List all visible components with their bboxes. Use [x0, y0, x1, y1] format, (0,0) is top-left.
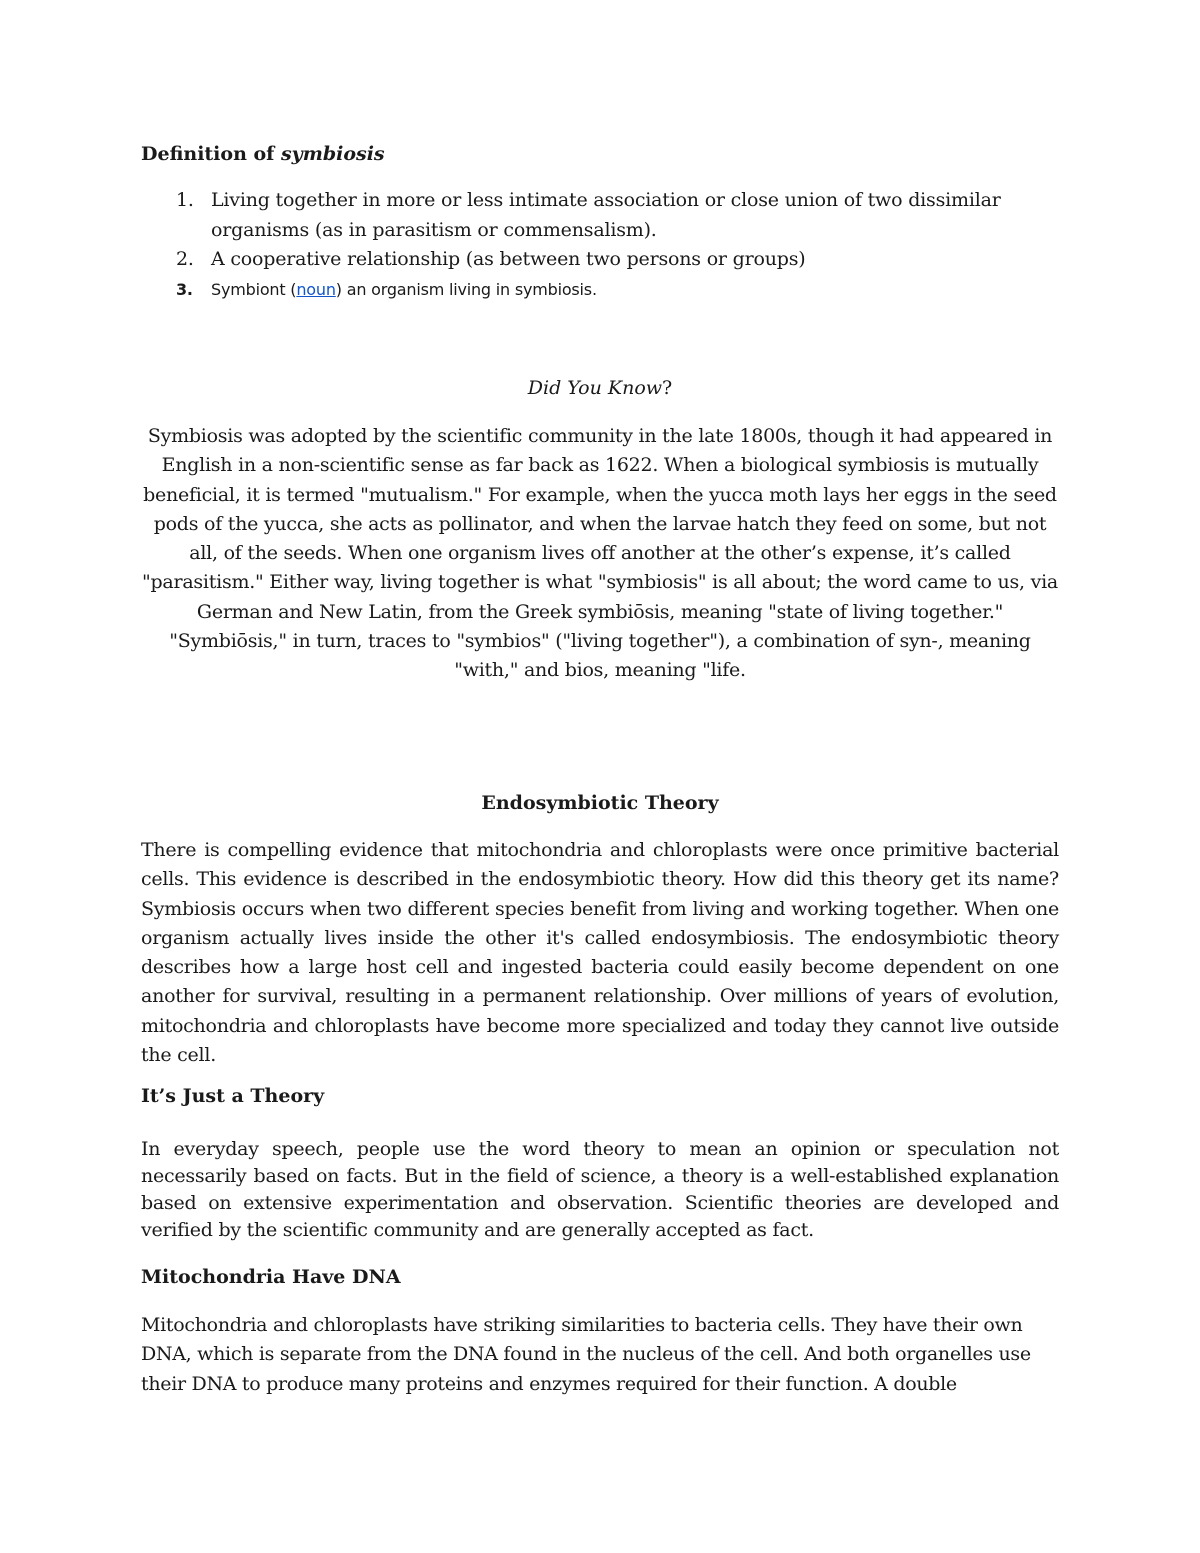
definition-item-number: 2.	[176, 248, 194, 270]
endosymbiotic-title: Endosymbiotic Theory	[481, 792, 719, 814]
definition-item-suffix: ) an organism living in symbiosis.	[335, 279, 597, 299]
did-you-know-qmark: ?	[662, 377, 673, 399]
did-you-know-body: Symbiosis was adopted by the scientific community in the late 1800s, though it had appeared in English in a non-scientific sense as far back as 1622. When a biological symbiosis is mutually beneficial, it is termed "mutualism." For example, when the yucca moth lays her eggs in the seed pods of the yucca, she acts as pollinator, and when the larvae hatch they feed on some, but not all, of the seeds. When one organism lives off another at the other’s expense, it’s called "parasitism." Either way, living together is what "symbiosis" is all about; the word came to us, via German and New Latin, from the Greek symbiōsis, meaning "state of living together." "Symbiōsis," in turn, traces to "symbios" ("living together"), a combination of syn-, meaning "with," and bios, meaning "life.	[142, 425, 1058, 682]
definition-heading-term: symbiosis	[280, 143, 385, 165]
noun-link[interactable]: noun	[296, 279, 336, 299]
definition-list	[141, 186, 1071, 304]
mito-dna-body: Mitochondria and chloroplasts have striking similarities to bacteria cells. They have their own DNA, which is separate from the DNA found in the nucleus of the cell. And both organelles use their DNA to produce many proteins and enzymes required for their function. A double	[141, 1314, 1031, 1395]
document-page	[141, 0, 1059, 1553]
did-you-know-title-text: Did You Know	[527, 377, 663, 399]
definition-item	[141, 275, 1071, 305]
just-theory-body: In everyday speech, people use the word theory to mean an opinion or speculation not necessarily based on facts. But in the field of science, a theory is a well-established explanation based on extensive experimentation and observation. Scientific theories are developed and verified by the scientific community and are generally accepted as fact.	[141, 1138, 1059, 1241]
definition-item-text: A cooperative relationship (as between two persons or groups)	[211, 248, 806, 270]
did-you-know-title	[141, 377, 1059, 399]
just-theory-heading: It’s Just a Theory	[141, 1085, 325, 1107]
definition-item-prefix: Symbiont (	[211, 279, 297, 299]
definition-heading-prefix: Definition of	[141, 143, 275, 165]
definition-heading	[141, 143, 385, 165]
definition-item-number: 3.	[176, 279, 193, 299]
endosymbiotic-body: There is compelling evidence that mitochondria and chloroplasts were once primitive bacterial cells. This evidence is described in the endosymbiotic theory. How did this theory get its name? Symbiosis occurs when two different species benefit from living and working together. When one organism actually lives inside the other it's called endosymbiosis. The endosymbiotic theory describes how a large host cell and ingested bacteria could easily become dependent on one another for survival, resulting in a permanent relationship. Over millions of years of evolution, mitochondria and chloroplasts have become more specialized and today they cannot live outside the cell.	[141, 839, 1059, 1067]
definition-item	[141, 245, 1071, 275]
definition-item-number: 1.	[176, 189, 194, 211]
mito-dna-heading: Mitochondria Have DNA	[141, 1266, 401, 1288]
definition-item	[141, 186, 1071, 245]
definition-item-text: Living together in more or less intimate association or close union of two dissimilar organisms (as in parasitism or commensalism).	[211, 189, 1001, 241]
